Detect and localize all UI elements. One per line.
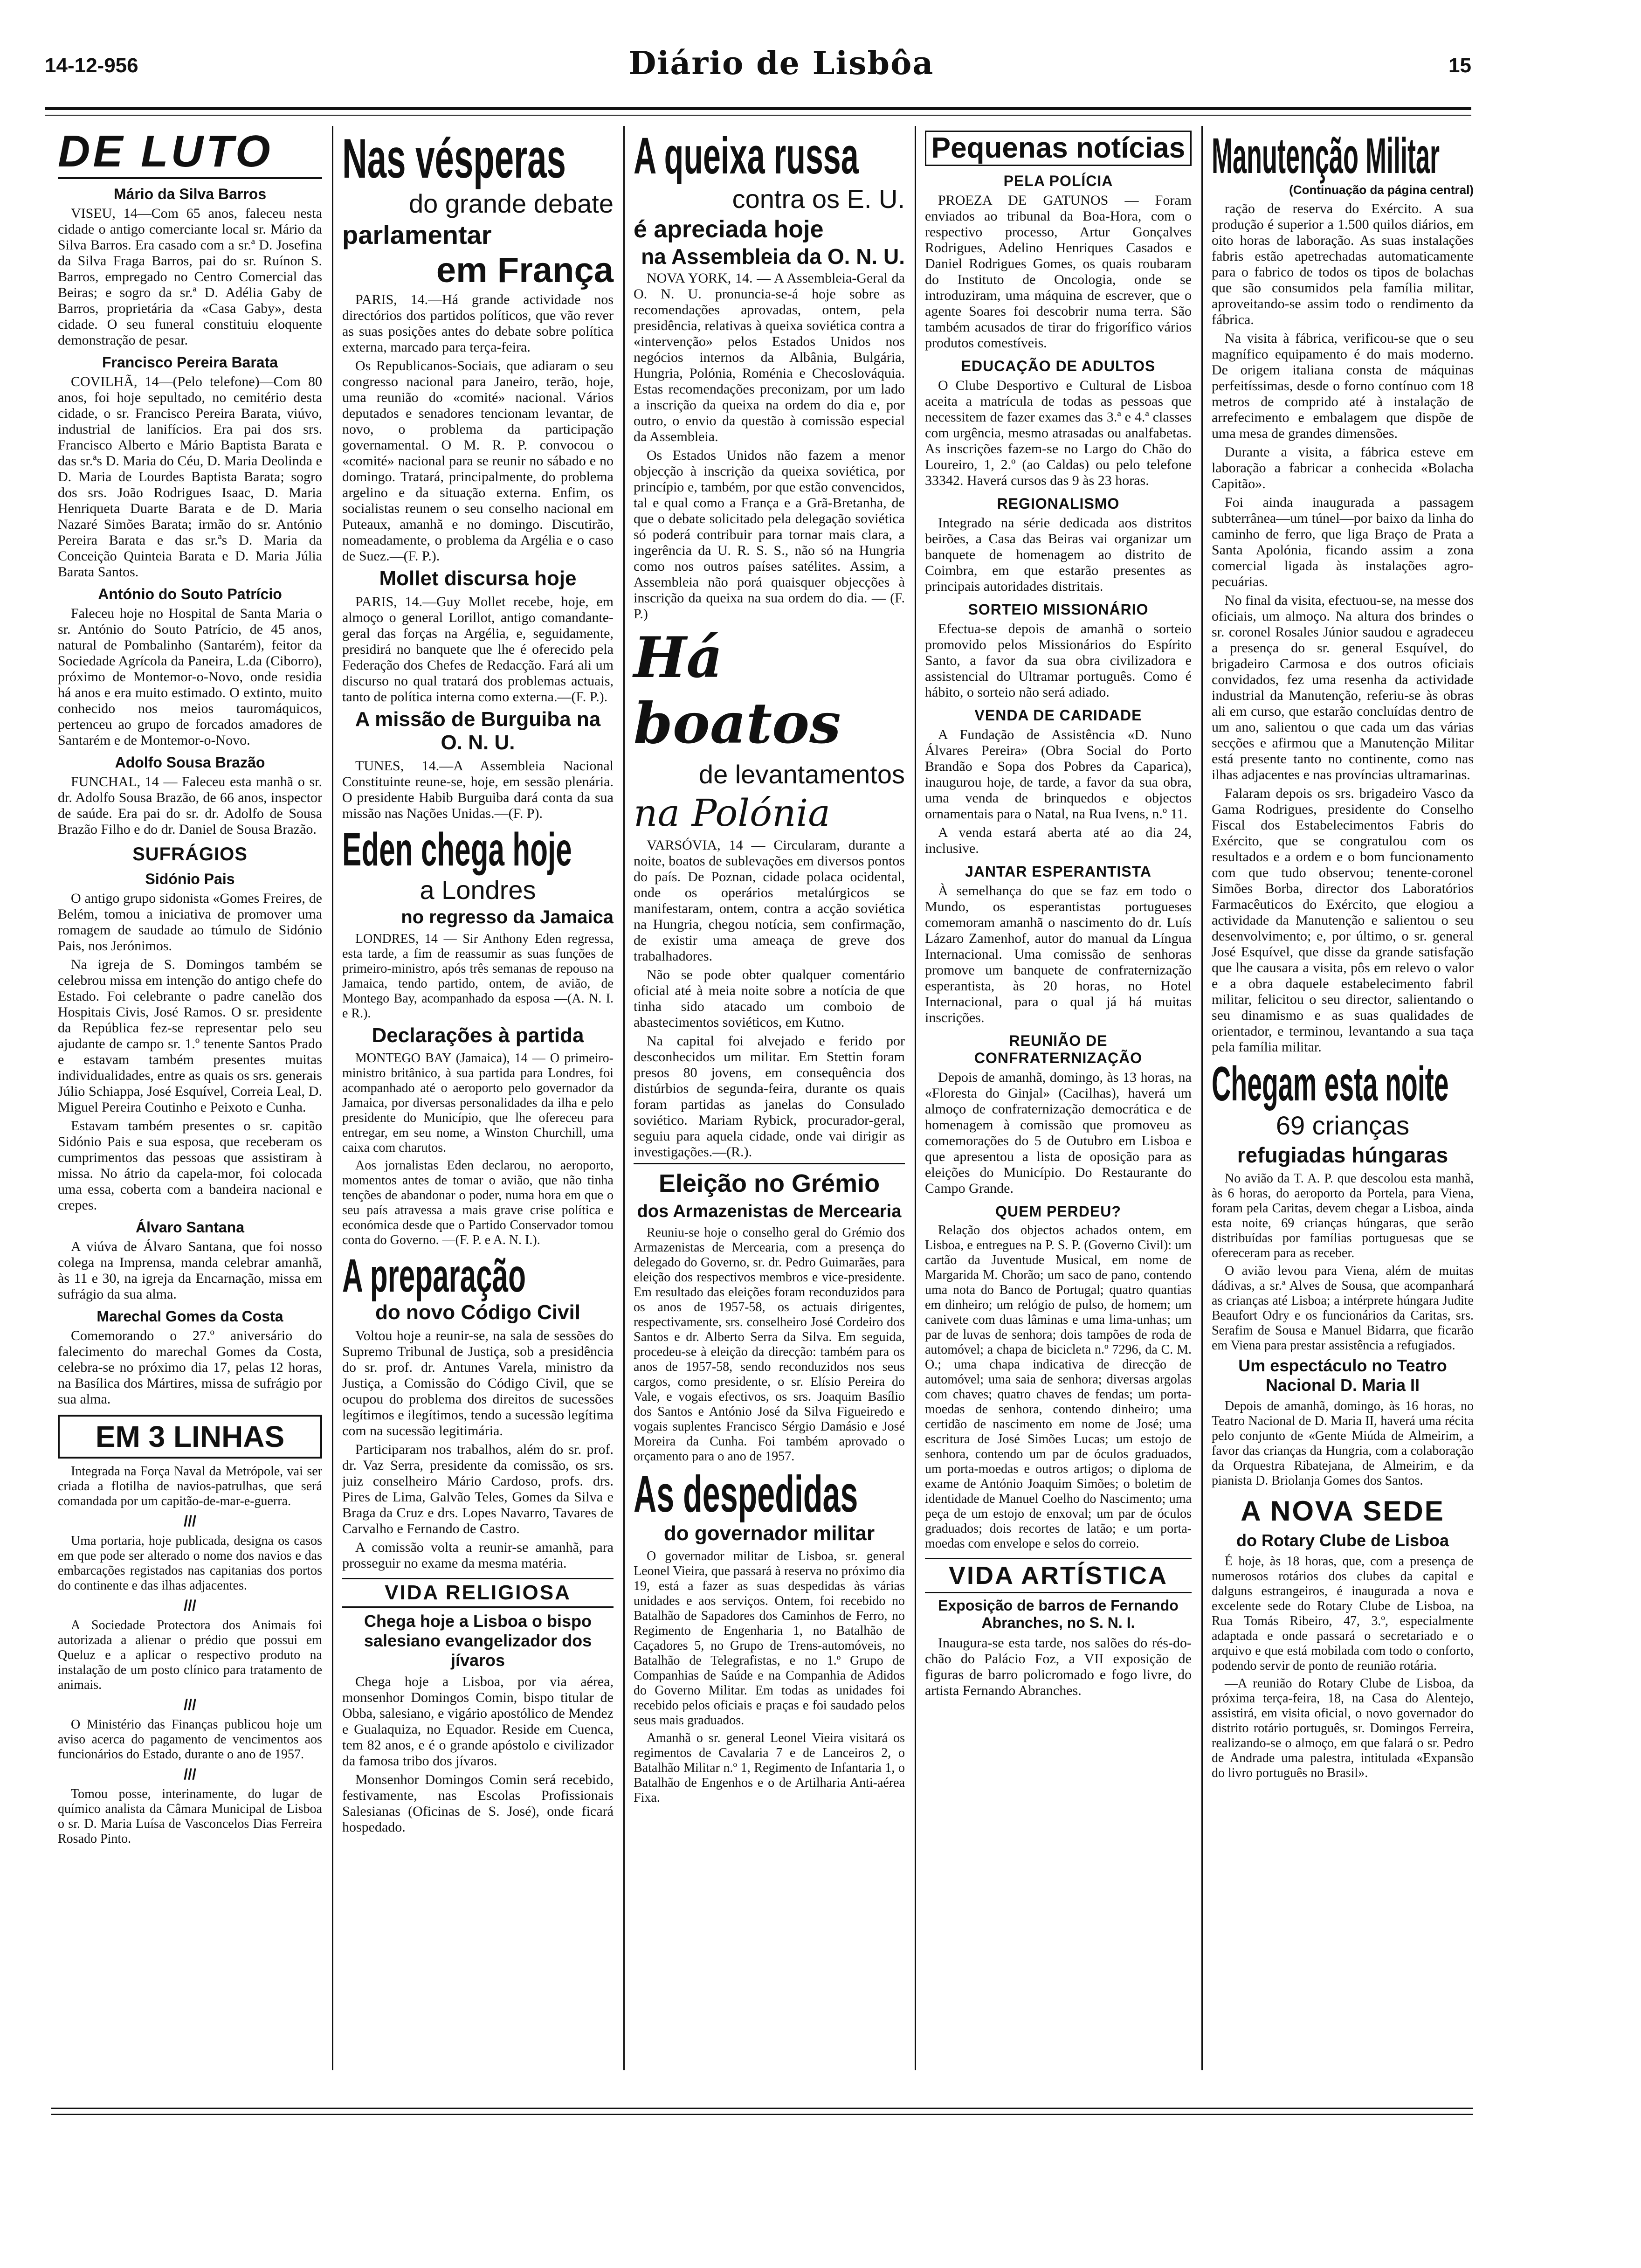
column-international [627,126,911,2070]
headline: Há boatos [634,624,841,756]
subheading: JANTAR ESPERANTISTA [965,863,1152,880]
article-text: O avião levou para Viena, além de muitas dádivas, a sr.ª Alves de Sousa, que acompanhará as crianças até Lisboa; a intérprete húngara Judite Beaufort Odry e os funcionários da Caritas, srs. Serafim de Sousa e Manuel Bidarra, que ficarão em Viena para prestar assistência a refugiados. [1212,1264,1474,1353]
section-title-pequenas-noticias: Pequenas notícias [925,131,1192,166]
sufragio-name: Sidónio Pais [145,871,235,887]
article-text: MONTEGO BAY (Jamaica), 14 — O primeiro-ministro britânico, à sua partida para Londres, foi acompanhado até o aeroporto pelo governador da Jamaica, por diversas personalidades da ilha e pelo presidente do Município, que lhe ofereceu para entregar, em seu nome, a Winston Churchill, uma caixa com charutos. [342,1051,614,1155]
article-text: —A reunião do Rotary Clube de Lisboa, da próxima terça-feira, 18, na Casa do Alentejo, assistirá, em visita oficial, o novo governador do distrito rotário português, sr. Domingos Ferreira, realizando-se o almoço, em que falará o sr. Pedro de Andrade uma palestra, intitulada «Expansão do livro português no Brasil». [1212,1676,1474,1780]
article-text: PARIS, 14.—Há grande actividade nos directórios dos partidos políticos, que vão rever as suas posições antes do debate sobre política externa, marcado para terça-feira. [342,291,614,355]
headline-sub: do Rotary Clube de Lisboa [1236,1531,1449,1550]
masthead [45,45,1471,129]
article-text: Reuniu-se hoje o conselho geral do Grémio dos Armazenistas de Mercearia, com a presença do delegado do Governo, sr. dr. Pedro Guimarães, para eleição dos respectivos membros e vice-presidente. Em resultado das eleições foram reconduzidos para os anos de 1957-58, os actuais dirigentes, respectivamente, srs. conselheiro José Cordeiro dos Santos e dr. Alberto Serra da Silva. Em seguida, procedeu-se à eleição da direcção: também para os anos de 1957-58, sendo reconduzidos nos seus cargos, como presidente, o sr. Elísio Pereira do Vale, e vogais efectivos, os srs. Joaquim Basílio dos Santos e António José da Silva Figueiredo e vogais suplentes Francisco Sérgio Damásio e José Moreira da Cunha. Foi também aprovado o orçamento para o ano de 1957. [634,1225,905,1464]
article-text: Participaram nos trabalhos, além do sr. prof. dr. Vaz Serra, presidente da comissão, os srs. juiz conselheiro Mário Cardoso, profs. drs. Pires de Lima, Galvão Teles, Gomes da Silva e Braga da Cruz e drs. Lopes Navarro, Tavares de Carvalho e Fernando de Castro. [342,1441,614,1536]
news-text: Efectua-se depois de amanhã o sorteio promovido pelos Missionários do Espírito Santo, a favor da sua obra civilizadora e assistencial do Ultramar português. Como é hábito, o sorteio não será adiado. [925,621,1192,700]
top-rule [45,107,1471,116]
section-title-luto: DE LUTO [58,126,322,179]
article-text: Na capital foi alvejado e ferido por desconhecidos um militar. Em Stettin foram presos 80 jovens, em consequência dos distúrbios de segunda-feira, durante os quais foram partidas as janelas do Consulado soviético. Mariam Rybick, procurador-geral, seguiu para aquela cidade, onde vai dirigir as investigações.—(R.). [634,1033,905,1160]
issue-date: 14-12-956 [45,54,138,77]
headline-sub: na Assembleia da O. N. U. [641,244,905,269]
obituary-text: FUNCHAL, 14 — Faleceu esta manhã o sr. dr. Adolfo Sousa Brazão, de 66 anos, inspector de saúde. Era pai do sr. dr. Adolfo de Sousa Brazão Filho e do dr. Daniel de Sousa Brazão. [58,774,322,837]
sufragio-name: Álvaro Santana [136,1219,244,1236]
brief-item: Integrada na Força Naval da Metrópole, vai ser criada a flotilha de navios-patrulhas, que será comandada por um capitão-de-mar-e-guerra. [58,1464,322,1508]
headline-sub: do grande debate [408,189,614,218]
subheading: VENDA DE CARIDADE [974,707,1142,724]
article-text: A comissão volta a reunir-se amanhã, para prosseguir no exame da mesma matéria. [342,1539,614,1571]
obituary-name: Mário da Silva Barros [113,186,267,202]
article-text: VARSÓVIA, 14 — Circularam, durante a noite, boatos de sublevações em diversos pontos do país. De Poznan, cidade polaca ocidental, onde os operários metalúrgicos se manifestaram, ontem, contra a acção soviética na Hungria, chegou notícia, sem confirmação, de existir uma ameaça de greve dos trabalhadores. [634,837,905,964]
article-text: Não se pode obter qualquer comentário oficial até à meia noite sobre a notícia de que tinha sido atacado um comboio de abastecimentos soviéticos, em Kutno. [634,967,905,1030]
column-divider [623,126,625,2070]
subheading: QUEM PERDEU? [995,1203,1121,1220]
subheading: Um espectáculo no Teatro Nacional D. Maria II [1238,1356,1447,1395]
subheading: SORTEIO MISSIONÁRIO [968,601,1149,618]
section-title-vida-religiosa: VIDA RELIGIOSA [342,1578,614,1608]
article-text: ração de reserva do Exército. A sua produção é superior a 1.500 quilos diários, em oito horas de laboração. As suas instalações fabris estão apetrechadas automaticamente para o fabrico de todos os tipos de bolachas que são consumidos pela família militar, aproveitando-se assim todo o rendimento da fábrica. [1212,201,1474,327]
obituary-name: Francisco Pereira Barata [102,354,278,371]
article-text: Amanhã o sr. general Leonel Vieira visitará os regimentos de Cavalaria 7 e de Lanceiros 2, o Batalhão Militar n.º 1, Regimento de Infantaria 1, o Batalhão de Engenhos e o de Artilharia Anti-aérea Fixa. [634,1730,905,1805]
separator: /// [184,1696,196,1713]
sufragio-name: Marechal Gomes da Costa [97,1308,283,1325]
continuation-note: (Continuação da página central) [1289,183,1474,197]
article-text: Aos jornalistas Eden declarou, no aeroporto, momentos antes de tomar o avião, que não tinha tenções de abandonar o poder, numa hora em que o seu país atravessa a mais grave crise política e económica desde que o Partido Conservador tomou conta do Governo. —(F. P. e A. N. I.). [342,1158,614,1247]
subheading: PELA POLÍCIA [1003,173,1113,189]
article-text: Os Republicanos-Sociais, que adiaram o seu congresso nacional para Janeiro, terão, hoje, uma reunião do «comité» nacional. Vários deputados e senadores tencionam levantar, de novo, o problema da participação governamental. O M. R. P. convocou o «comité» nacional para se reunir no sábado e no domingo. Tratará, principalmente, do problema argelino e da situação externa. Enfim, os socialistas reunem o seu conselho nacional em Puteaux, amanhã e no domingo. Discutirão, nomeadamente, o problema da Argélia e o caso de Suez.—(F. P.). [342,358,614,564]
headline-sub: parlamentar [342,220,492,249]
section-title-sufragios: SUFRÁGIOS [132,844,248,864]
brief-item: Uma portaria, hoje publicada, designa os casos em que pode ser alterado o nome dos navios e das embarcações registados nas capitanias dos portos do continente e das ilhas adjacentes. [58,1534,322,1593]
headline-sub: refugiadas húngaras [1237,1143,1448,1167]
headline-sub: do novo Código Civil [375,1300,580,1324]
article-text: Chega hoje a Lisboa, por via aérea, monsenhor Domingos Comin, bispo titular de Obba, salesiano, e vigário apostólico de Mendez e Gualaquiza, no Equador. Reside em Cuenca, tem 82 anos, e é o grande apóstolo e civilizador da famosa tribo dos jívaros. [342,1673,614,1769]
headline: Eden chega hoje [342,823,572,876]
news-text: Inaugura-se esta tarde, nos salões do rés-do-chão do Palácio Foz, a VII exposição de figuras de barro policromado e fogo livre, do artista Fernando Abranches. [925,1635,1192,1698]
article-text: Foi ainda inaugurada a passagem subterrânea—um túnel—por baixo da linha do caminho de ferro, que liga Braço de Prata a Santa Apolónia, ficando assim a zona comercial ligada às instalações agro-pecuárias. [1212,495,1474,589]
article-text: Durante a visita, a fábrica esteve em laboração a fabricar a conhecida «Bolacha Capitão». [1212,444,1474,491]
news-text: A venda estará aberta até ao dia 24, inclusive. [925,825,1192,856]
headline-sub: a Londres [420,875,536,905]
sufragio-text: O antigo grupo sidonista «Gomes Freires, de Belém, tomou a iniciativa de promover uma romagem de saudade ao túmulo de Sidónio Pais, nos Jerónimos. [58,891,322,954]
article-text: Monsenhor Domingos Comin será recebido, festivamente, nas Escolas Profissionais Salesianas (Oficinas de S. José), onde ficará hospedado. [342,1771,614,1835]
brief-item: Tomou posse, interinamente, do lugar de químico analista da Câmara Municipal de Lisboa o sr. D. Maria Luísa de Vasconcelos Dias Ferreira Rosado Pinto. [58,1787,322,1846]
brief-item: A Sociedade Protectora dos Animais foi autorizada a alienar o prédio que possui em Queluz e a aplicar o respectivo produto na instalação de um posto clínico para tratamento de animais. [58,1618,322,1692]
headline: Chegam esta noite [1212,1057,1449,1111]
news-text: PROEZA DE GATUNOS — Foram enviados ao tribunal da Boa-Hora, com o respectivo processo, Artur Gonçalves Rodrigues, Adelino Henriques Casados e Daniel Rodrigues Gomes, os quais roubaram do Instituto de Oncologia, onde se introduziram, uma máquina de escrever, que o agente Soares foi descobrir numa terra. São também acusados de tirar do frigorífico vários produtos comestíveis. [925,193,1192,351]
column-divider [332,126,333,2070]
headline: A preparação [342,1249,526,1302]
headline: A NOVA SEDE [1241,1495,1445,1527]
headline: Eleição no Grémio [634,1163,905,1198]
column-politics [336,126,620,2070]
headline: As despedidas [634,1465,858,1523]
article-text: Os Estados Unidos não fazem a menor objecção à inscrição da queixa soviética, por princípio e, também, por que estão convencidos, tal e qual como a França e a Grã-Bretanha, de que o debate solicitado pela delegação soviética só poderá contribuir para tornar mais clara, a ingerência da U. R. S. S., não só na Hungria como nos outros países satélites. Assim, a Assembleia não porá quaisquer objecções à inscrição da queixa na sua ordem do dia. — (F. P.) [634,447,905,622]
headline-sub: 69 crianças [1276,1111,1410,1140]
obituary-name: Adolfo Sousa Brazão [115,754,265,771]
newspaper-title: Diário de Lisbôa [628,45,934,82]
headline-sub: dos Armazenistas de Mercearia [637,1201,902,1221]
section-title-vida-artistica: VIDA ARTÍSTICA [925,1558,1192,1593]
sufragio-text: Comemorando o 27.º aniversário do falecimento do marechal Gomes da Costa, celebra-se no próximo dia 17, pelas 12 horas, na Basílica dos Mártires, missa de sufrágio por sua alma. [58,1328,322,1407]
article-text: NOVA YORK, 14. — A Assembleia-Geral da O. N. U. pronuncia-se-á hoje sobre as recomendações aprovadas, ontem, pela presidência, relativas à queixa soviética contra a «intervenção» pelos Estados Unidos nos negócios internos da Albânia, Bulgária, Hungria, Polónia, Roménia e Checoslováquia. Estas recomendações preconizam, por um lado a inscrição da queixa na ordem do dia e, por outro, o envio da questão à comissão especial da Assembleia. [634,270,905,444]
news-text: A Fundação de Assistência «D. Nuno Álvares Pereira» (Obra Social do Porto Brandão e Sopa dos Pobres da Caparica), inaugurou hoje, de tarde, a favor da sua obra, uma venda de brinquedos e objectos ornamentais para o Natal, na Rua Ivens, n.º 11. [925,727,1192,822]
subheading: REGIONALISMO [997,495,1120,512]
headline-sub: no regresso da Jamaica [401,906,614,927]
headline-sub: é apreciada hoje [634,216,824,243]
column-military-and-society [1205,126,1480,2070]
news-text: Relação dos objectos achados ontem, em Lisboa, e entregues na P. S. P. (Governo Civil): um cartão da Juventude Musical, em nome de Margarida M. Chorão; um saco de pano, contendo uma nota do Banco de Portugal; quatro quantias em dinheiro; um relógio de pulso, de homem; um canivete com duas lâminas e uma lima-unhas; um par de luvas de senhora; dois tampões de roda de automóvel; a chapa de bicicleta n.º 7296, da C. M. O.; uma chapa indicativa de direcção de automóvel; uma saia de senhora; diversas argolas com chaves; quatro chaves de fendas; um porta-moedas de senhora, contendo dinheiro; uma certidão de nascimento em nome de José; uma escritura de José Simões Lucas; um estojo de senhora, contendo um par de óculos graduados, um porta-moedas e outros artigos; o diploma de exame de António Joaquim Simões; o boletim de identidade de Manuel Coelho do Nascimento; uma peça de um estojo de enxoval; um par de óculos graduados; dois recortes de latão; e um porta-moedas com envelope e selos do correio. [925,1223,1192,1551]
obituary-text: VISEU, 14—Com 65 anos, faleceu nesta cidade o antigo comerciante local sr. Mário da Silva Barros. Era casado com a sr.ª D. Josefina da Silva Fraga Barros, pai do sr. Ruínon S. Barros, empregado no Centro Comercial das Beiras; e sogro da sr.ª D. Adélia Gaby de Barros, proprietária da «Casa Gaby», desta cidade. O seu funeral constituiu eloquente demonstração de pesar. [58,206,322,348]
news-text: O Clube Desportivo e Cultural de Lisboa aceita a matrícula de todas as pessoas que necessitem de fazer exames das 3.ª e 4.ª classes com urgência, mesmo atrasadas ou analfabetas. As inscrições fazem-se no Largo do Chão do Loureiro, 1, 2.º (ao Caldas) ou pelo telefone 33342. Haverá cursos das 9 às 23 horas. [925,378,1192,488]
subheading: Mollet discursa hoje [379,567,577,590]
headline-sub: Chega hoje a Lisboa o bispo salesiano evangelizador dos jívaros [364,1611,592,1670]
article-text: Falaram depois os srs. brigadeiro Vasco da Gama Rodrigues, presidente do Conselho Fiscal dos Estabelecimentos Fabris do Exército, que se congratulou com os resultados e a ordem e o bom funcionamento com que tudo observou; tenente-coronel Simões Borba, director dos Laboratórios Farmacêuticos do Exército, que elogiou a actividade da Manutenção e salientou o seu desenvolvimento; e, por último, o sr. general José Esquível, que disse da grande satisfação que lhe causara a visita, pôs em relevo o valor e a obra daquele estabelecimento fabril militar, felicitou o seu director, salientando o seu dinamismo e as suas qualidades de orientador, e terminou, levantando a sua taça pela família militar. [1212,786,1474,1055]
subheading: EDUCAÇÃO DE ADULTOS [961,358,1156,374]
article-text: Voltou hoje a reunir-se, na sala de sessões do Supremo Tribunal de Justiça, sob a presidência do sr. prof. dr. Antunes Varela, ministro da Justiça, a Comissão do Código Civil, que se ocupou do problema dos direitos de sucessões legítimos e ilegítimos, tendo a sucessão legítima com na sucessão legitimária. [342,1328,614,1438]
section-title-em-3-linhas: EM 3 LINHAS [58,1415,322,1459]
article-text: É hoje, às 18 horas, que, com a presença de numerosos rotários dos clubes da capital e dalguns estrangeiros, é inaugurada a nova e excelente sede do Rotary Clube de Lisboa, na Rua Tomás Ribeiro, 47, 3.º, especialmente adaptada e onde passará o secretariado e o arquivo e que está mobilada com todo o conforto, podendo servir de ponto de reunião rotária. [1212,1554,1474,1673]
brief-item: O Ministério das Finanças publicou hoje um aviso acerca do pagamento de vencimentos aos funcionários do Estado, durante o ano de 1957. [58,1717,322,1762]
article-text: TUNES, 14.—A Assembleia Nacional Constituinte reune-se, hoje, em sessão plenária. O presidente Habib Burguiba dará conta da sua missão nas Nações Unidas.—(F. P). [342,758,614,821]
obituary-text: COVILHÃ, 14—(Pelo telefone)—Com 80 anos, foi hoje sepultado, no cemitério desta cidade, o sr. Francisco Pereira Barata, viúvo, industrial de lanifícios. Era pai dos srs. Francisco Alberto e Mário Baptista Barata e das sr.ªs D. Maria do Céu, D. Maria Deolinda e D. Maria de Lourdes Baptista Barata; sogro dos srs. João Rodrigues Isaac, D. Maria Henriqueta Duarte Barata e de D. Maria Nazaré Simões Barata; irmão do sr. António Pereira Barata e das sr.ªs D. Maria da Conceição Quinteia Barata e D. Maria Júlia Barata Santos. [58,374,322,580]
sufragio-text: Estavam também presentes o sr. capitão Sidónio Pais e sua esposa, que receberam os cumprimentos das pessoas que assistiram à missa. No átrio da capela-mor, foi colocada uma essa, coberta com a bandeira nacional e crepes. [58,1118,322,1213]
headline-sub: Exposição de barros de Fernando Abranches, no S. N. I. [938,1597,1179,1631]
page-number: 15 [1448,54,1471,77]
sufragio-text: Na igreja de S. Domingos também se celebrou missa em intenção do antigo chefe do Estado. Foi celebrante o padre canelão dos Hospitais Civis, José Ramos. O sr. presidente da República fez-se representar pelo seu ajudante de campo sr. 1.º tenente Santos Prado e estavam também presentes muitas individualidades, entre as quais os srs. generais Júlio Schiappa, José Esquível, Correia Leal, D. Miguel Pereira Coutinho e Peixoto e Cunha. [58,957,322,1115]
headline-sub: em França [436,250,614,290]
article-text: LONDRES, 14 — Sir Anthony Eden regressa, esta tarde, a fim de reassumir as suas funções de primeiro-ministro, após três semanas de repouso na Jamaica, tendo partido, ontem, de avião, de Montego Bay, acompanhado da esposa —(A. N. I. e R.). [342,931,614,1021]
headline: A queixa russa [634,127,859,185]
news-text: Depois de amanhã, domingo, às 13 horas, na «Floresta do Ginjal» (Cacilhas), haverá um almoço de confraternização democrática e de homenagem à comissão que promoveu as comemorações do 5 de Outubro em Lisboa e que apresentou a lista de oposição para as eleições do Município. Do Restaurante do Campo Grande. [925,1070,1192,1196]
subheading: Declarações à partida [372,1023,584,1047]
bottom-rule [51,2108,1473,2115]
separator: /// [184,1766,196,1783]
headline-sub: do governador militar [663,1521,875,1545]
headline-sub: contra os E. U. [732,184,905,214]
article-text: O governador militar de Lisboa, sr. general Leonel Vieira, que passará à reserva no próximo dia 19, está a fazer as suas despedidas às várias unidades e aos serviços. Ontem, foi recebido no Batalhão de Sapadores dos Caminhos de Ferro, no Regimento de Engenharia 1, no Batalhão de Caçadores 5, no Grupo de Trens-automóveis, no Batalhão de Telegrafistas, e no 1.º Grupo de Companhias de Saúde e na Companhia de Adidos do Governo Militar. Em todas as unidades foi recebido pelos oficiais e praças e foi saudado pelos seus mais graduados. [634,1549,905,1728]
news-text: À semelhança do que se faz em todo o Mundo, os esperantistas portugueses comemoram amanhã o nascimento do dr. Luís Lázaro Zamenhof, autor do manual da Língua Internacional. Uma comissão de senhoras promove um banquete de confraternização esperantista, às 20 horas, no Hotel Internacional, para o qual já há muitas inscrições. [925,883,1192,1025]
sufragio-text: A viúva de Álvaro Santana, que foi nosso colega na Imprensa, manda celebrar amanhã, às 11 e 30, na igreja da Encarnação, missa em sufrágio da sua alma. [58,1239,322,1302]
separator: /// [184,1597,196,1614]
article-text: No final da visita, efectuou-se, na messe dos oficiais, um almoço. Na altura dos brindes o sr. coronel Rosales Júnior saudou e agradeceu a presença do sr. general Esquível, do brigadeiro Carmosa e dos outros oficiais convidados, fez uma resenha da actividade industrial da Manutenção, referiu-se às obras ali em curso, que estarão concluídas dentro de um ano, salientou o que cada um das várias secções e afirmou que a Manutenção Militar está presente tanto no continente, como nas ilhas adjacentes e nas províncias ultramarinas. [1212,593,1474,782]
column-obituaries [51,126,329,2070]
headline-sub: na Polónia [634,791,830,835]
article-text: No avião da T. A. P. que descolou esta manhã, às 6 horas, do aeroporto da Portela, para Viena, foram pela Caritas, devem chegar a Lisboa, ainda esta noite, 69 crianças húngaras, que serão distribuídas por famílias portuguesas que se ofereceram para as receber. [1212,1171,1474,1260]
obituary-name: António do Souto Patrício [98,586,282,602]
column-short-news [918,126,1198,2070]
article-text: PARIS, 14.—Guy Mollet recebe, hoje, em almoço o general Lorillot, antigo comandante-geral das forças na Argélia, e, seguidamente, presidirá no banquete que lhe é oferecido pela Federação dos Chefes de Redacção. Fará ali um discurso no qual tratará dos problemas actuais, tanto de política interna como externa.—(F. P.). [342,594,614,705]
headline-sub: de levantamentos [698,759,905,789]
column-divider [915,126,916,2070]
separator: /// [184,1513,196,1529]
article-text: Depois de amanhã, domingo, às 16 horas, no Teatro Nacional de D. Maria II, haverá uma récita pelo conjunto de «Gente Miúda de Almeirim, a favor das crianças da Hungria, com a colaboração da Orquestra Ribatejana, de Almeirim, e da pianista D. Briolanja Gomes dos Santos. [1212,1399,1474,1488]
headline: Nas vésperas [342,127,566,190]
column-divider [1201,126,1203,2070]
subheading: REUNIÃO DE CONFRATERNIZAÇÃO [974,1032,1143,1066]
subheading: A missão de Burguiba na O. N. U. [355,707,601,754]
obituary-text: Faleceu hoje no Hospital de Santa Maria o sr. António do Souto Patrício, de 45 anos, natural de Pombalinho (Santarém), feitor da Sociedade Agrícola da Paneira, L.da (Ciborro), próximo de Montemor-o-Novo, onde residia há anos e era muito estimado. O extinto, muito conhecido nos meios tauromáquicos, pertenceu ao grupo de forcados amadores de Santarém e de Montemor-o-Novo. [58,606,322,748]
headline: Manutenção Militar [1212,127,1440,184]
article-text: Na visita à fábrica, verificou-se que o seu magnífico equipamento é do mais moderno. De origem italiana consta de máquinas perfeitíssimas, desde o forno contínuo com 18 metros de comprido até à instalação de arrefecimento e embalagem que dispõe de uma mesa de grandes dimensões. [1212,331,1474,441]
news-text: Integrado na série dedicada aos distritos beirões, a Casa das Beiras vai organizar um banquete de homenagem ao distrito de Coimbra, em que estarão presentes as principais autoridades distritais. [925,515,1192,594]
